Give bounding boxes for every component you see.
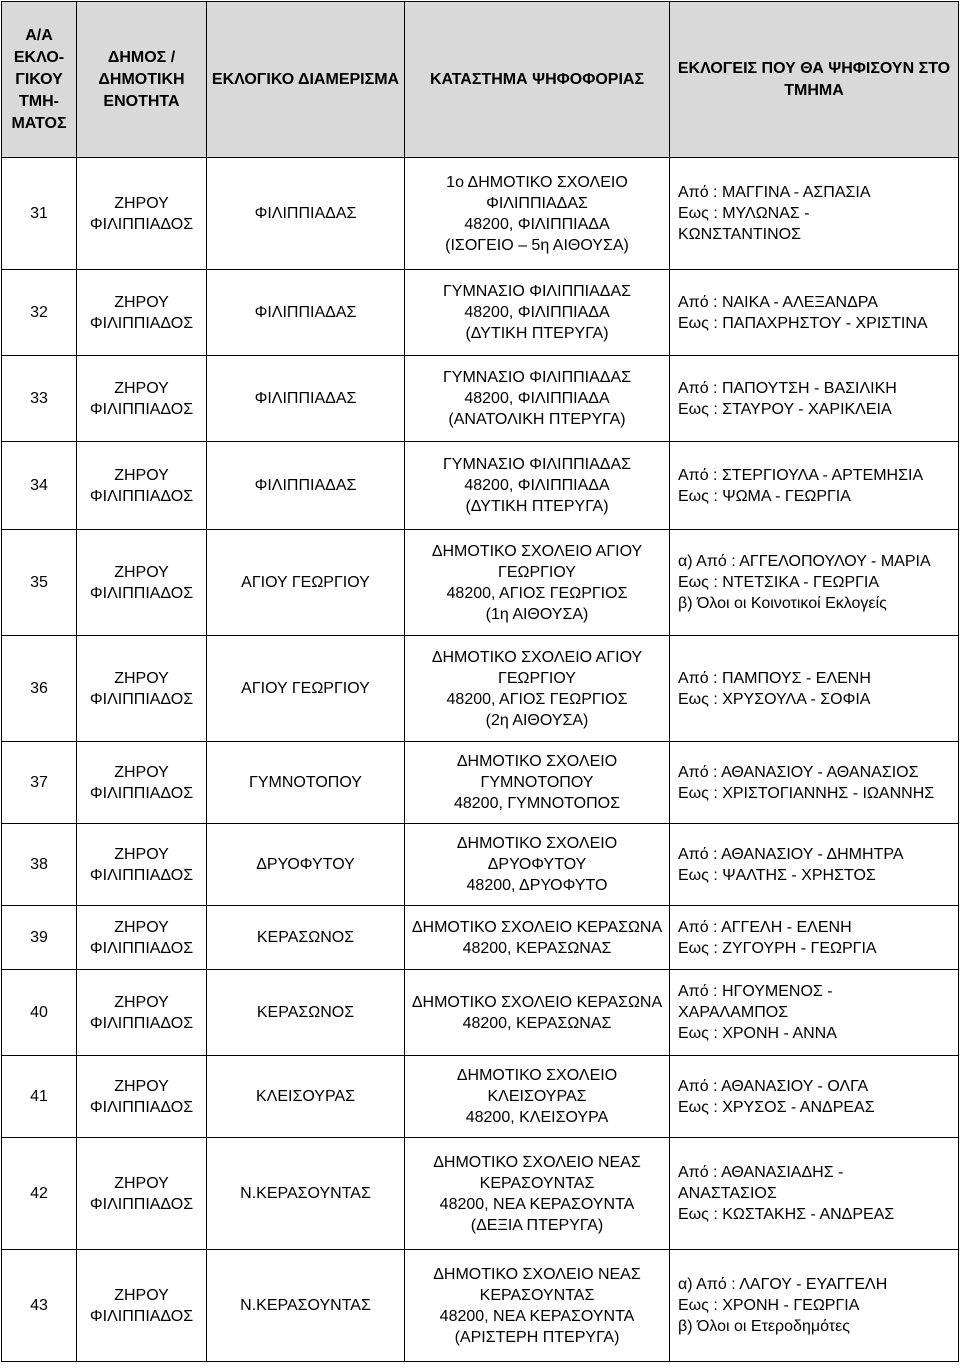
section-number-cell: [2, 1138, 77, 1250]
station-line: 48200, ΚΕΡΑΣΩΝΑΣ: [462, 1014, 612, 1032]
table-row: [2, 530, 959, 636]
section-number-cell: [2, 1056, 77, 1138]
municipality-line: ΖΗΡΟΥ: [114, 466, 169, 484]
municipality-line: ΖΗΡΟΥ: [114, 563, 169, 581]
municipality-line: ΖΗΡΟΥ: [114, 669, 169, 687]
station-line: ΚΕΡΑΣΟΥΝΤΑΣ: [479, 1286, 595, 1304]
voters-line: Από : ΝΑΙΚΑ - ΑΛΕΞΑΝΔΡΑ: [678, 293, 878, 311]
header-electoral-district: ΕΚΛΟΓΙΚΟ ΔΙΑΜΕΡΙΣΜΑ: [207, 2, 405, 158]
voters-cell: [670, 158, 959, 270]
voters-line: Από : ΑΘΑΝΑΣΙΟΥ - ΟΛΓΑ: [678, 1077, 869, 1095]
voters-cell: [670, 1250, 959, 1362]
section-number-cell: [2, 742, 77, 824]
voters-line: Εως : ΣΤΑΥΡΟΥ - ΧΑΡΙΚΛΕΙΑ: [678, 400, 892, 418]
polling-station-cell: [405, 1138, 670, 1250]
station-line: ΔΡΥΟΦΥΤΟΥ: [487, 856, 587, 873]
section-number: 31: [30, 205, 48, 222]
station-line: ΔΗΜΟΤΙΚΟ ΣΧΟΛΕΙΟ: [456, 753, 618, 770]
district-cell: [207, 1138, 405, 1250]
polling-station-cell: [405, 906, 670, 970]
station-line: ΓΕΩΡΓΙΟΥ: [498, 563, 576, 581]
station-line: ΔΗΜΟΤΙΚΟ ΣΧΟΛΕΙΟ ΝΕΑΣ: [433, 1265, 641, 1283]
table-row: [2, 970, 959, 1056]
municipality-cell: [77, 442, 207, 530]
station-line: 48200, ΓΥΜΝΟΤΟΠΟΣ: [453, 795, 620, 812]
station-line: ΦΙΛΙΠΠΙΑΔΑΣ: [486, 194, 588, 212]
section-number-cell: [2, 356, 77, 442]
table-row: [2, 356, 959, 442]
voters-line: ΑΝΑΣΤΑΣΙΟΣ: [678, 1185, 777, 1202]
municipality-cell: [77, 158, 207, 270]
station-line: ΔΗΜΟΤΙΚΟ ΣΧΟΛΕΙΟ: [456, 1067, 618, 1084]
station-line: 1ο ΔΗΜΟΤΙΚΟ ΣΧΟΛΕΙΟ: [446, 173, 628, 191]
voters-line: Εως : ΧΡΥΣΟΣ - ΑΝΔΡΕΑΣ: [678, 1098, 875, 1116]
voters-cell: [670, 530, 959, 636]
municipality-line: ΖΗΡΟΥ: [114, 1286, 169, 1304]
table-row: [2, 824, 959, 906]
voters-line: Από : ΠΑΠΟΥΤΣΗ - ΒΑΣΙΛΙΚΗ: [678, 379, 897, 397]
voters-line: Από : ΜΑΓΓΙΝΑ - ΑΣΠΑΣΙΑ: [678, 184, 871, 201]
voters-line: Εως : ΨΩΜΑ - ΓΕΩΡΓΙΑ: [678, 487, 851, 505]
station-line: (ΔΕΞΙΑ ΠΤΕΡΥΓΑ): [470, 1216, 604, 1234]
district-name: ΦΙΛΙΠΠΙΑΔΑΣ: [254, 205, 357, 222]
polling-station-cell: [405, 970, 670, 1056]
voters-line: Εως : ΝΤΕΤΣΙΚΑ - ΓΕΩΡΓΙΑ: [678, 574, 880, 591]
voters-cell: [670, 636, 959, 742]
district-cell: [207, 824, 405, 906]
voters-cell: [670, 442, 959, 530]
header-voters: ΕΚΛΟΓΕΙΣ ΠΟΥ ΘΑ ΨΗΦΙΣΟΥΝ ΣΤΟ ΤΜΗΜΑ: [670, 2, 959, 158]
voters-cell: [670, 270, 959, 356]
station-line: (ΔΥΤΙΚΗ ΠΤΕΡΥΓΑ): [465, 498, 609, 515]
polling-station-cell: [405, 530, 670, 636]
section-number: 34: [30, 477, 48, 494]
municipality-line: ΖΗΡΟΥ: [114, 194, 169, 212]
section-number-cell: [2, 530, 77, 636]
station-line: (ΙΣΟΓΕΙΟ – 5η ΑΙΘΟΥΣΑ): [445, 236, 629, 254]
table-body: [2, 158, 959, 1362]
municipality-cell: [77, 270, 207, 356]
district-name: ΦΙΛΙΠΠΙΑΔΑΣ: [254, 390, 357, 407]
municipality-cell: [77, 636, 207, 742]
municipality-cell: [77, 1056, 207, 1138]
polling-station-cell: [405, 636, 670, 742]
section-number: 35: [30, 574, 48, 591]
section-number: 43: [30, 1297, 48, 1314]
municipality-line: ΦΙΛΙΠΠΙΑΔΟΣ: [89, 400, 194, 418]
station-line: ΓΥΜΝΟΤΟΠΟΥ: [480, 774, 594, 791]
station-line: ΚΛΕΙΣΟΥΡΑΣ: [487, 1088, 587, 1105]
municipality-line: ΦΙΛΙΠΠΙΑΔΟΣ: [89, 1307, 194, 1325]
table-row: [2, 742, 959, 824]
municipality-line: ΖΗΡΟΥ: [114, 379, 169, 397]
district-cell: [207, 636, 405, 742]
table-row: [2, 906, 959, 970]
municipality-cell: [77, 824, 207, 906]
station-line: ΓΕΩΡΓΙΟΥ: [498, 669, 576, 687]
section-number: 42: [30, 1185, 48, 1202]
municipality-line: ΖΗΡΟΥ: [114, 1174, 169, 1192]
table-row: [2, 1250, 959, 1362]
section-number-cell: [2, 442, 77, 530]
municipality-line: ΖΗΡΟΥ: [114, 918, 169, 936]
municipality-line: ΖΗΡΟΥ: [114, 763, 169, 781]
polling-sections-table: [1, 1, 959, 1362]
station-line: 48200, ΦΙΛΙΠΠΙΑΔΑ: [464, 390, 610, 407]
polling-station-cell: [405, 442, 670, 530]
section-number-cell: [2, 270, 77, 356]
municipality-line: ΖΗΡΟΥ: [114, 293, 169, 311]
station-line: ΔΗΜΟΤΙΚΟ ΣΧΟΛΕΙΟ ΑΓΙΟΥ: [431, 648, 643, 666]
municipality-line: ΦΙΛΙΠΠΙΑΔΟΣ: [89, 314, 194, 332]
station-line: (ΑΡΙΣΤΕΡΗ ΠΤΕΡΥΓΑ): [454, 1328, 620, 1346]
voters-line: ΚΩΝΣΤΑΝΤΙΝΟΣ: [678, 226, 801, 243]
voters-line: Από : ΑΘΑΝΑΣΙΟΥ - ΑΘΑΝΑΣΙΟΣ: [678, 763, 919, 781]
district-name: ΦΙΛΙΠΠΙΑΔΑΣ: [254, 477, 357, 494]
station-line: 48200, ΑΓΙΟΣ ΓΕΩΡΓΙΟΣ: [446, 690, 628, 708]
district-cell: [207, 356, 405, 442]
station-line: 48200, ΚΕΡΑΣΩΝΑΣ: [462, 939, 612, 957]
voters-line: α) Από : ΛΑΓΟΥ - ΕΥΑΓΓΕΛΗ: [678, 1276, 888, 1293]
district-cell: [207, 742, 405, 824]
section-number: 38: [30, 856, 48, 873]
district-name: ΦΙΛΙΠΠΙΑΔΑΣ: [254, 304, 357, 321]
municipality-cell: [77, 356, 207, 442]
municipality-line: ΖΗΡΟΥ: [114, 1077, 169, 1095]
district-name: ΑΓΙΟΥ ΓΕΩΡΓΙΟΥ: [241, 574, 370, 591]
voters-line: Από : ΠΑΜΠΟΥΣ - ΕΛΕΝΗ: [678, 669, 871, 687]
station-line: 48200, ΔΡΥΟΦΥΤΟ: [466, 877, 608, 894]
polling-station-cell: [405, 1250, 670, 1362]
municipality-line: ΖΗΡΟΥ: [114, 845, 169, 863]
section-number: 36: [30, 680, 48, 697]
district-cell: [207, 530, 405, 636]
station-line: (1η ΑΙΘΟΥΣΑ): [485, 605, 589, 623]
section-number: 32: [30, 304, 48, 321]
municipality-cell: [77, 906, 207, 970]
voters-line: Εως : ΧΡΟΝΗ - ΑΝΝΑ: [678, 1025, 837, 1042]
voters-line: Εως : ΠΑΠΑΧΡΗΣΤΟΥ - ΧΡΙΣΤΙΝΑ: [678, 314, 928, 332]
municipality-cell: [77, 1138, 207, 1250]
voters-line: Από : ΣΤΕΡΓΙΟΥΛΑ - ΑΡΤΕΜΗΣΙΑ: [678, 466, 924, 484]
header-polling-station: ΚΑΤΑΣΤΗΜΑ ΨΗΦΟΦΟΡΙΑΣ: [405, 2, 670, 158]
voters-line: Εως : ΧΡΙΣΤΟΓΙΑΝΝΗΣ - ΙΩΑΝΝΗΣ: [678, 784, 935, 802]
municipality-cell: [77, 530, 207, 636]
station-line: ΚΕΡΑΣΟΥΝΤΑΣ: [479, 1174, 595, 1192]
voters-line: Από : ΑΘΑΝΑΣΙΟΥ - ΔΗΜΗΤΡΑ: [678, 845, 904, 863]
district-name: ΚΕΡΑΣΩΝΟΣ: [256, 929, 355, 946]
voters-line: Εως : ΜΥΛΩΝΑΣ -: [678, 205, 810, 222]
municipality-cell: [77, 970, 207, 1056]
station-line: ΓΥΜΝΑΣΙΟ ΦΙΛΙΠΠΙΑΔΑΣ: [442, 456, 632, 473]
voters-cell: [670, 1138, 959, 1250]
table-row: [2, 1056, 959, 1138]
voters-line: Εως : ΧΡΟΝΗ - ΓΕΩΡΓΙΑ: [678, 1297, 860, 1314]
table-row: [2, 636, 959, 742]
district-cell: [207, 158, 405, 270]
section-number-cell: [2, 158, 77, 270]
municipality-line: ΦΙΛΙΠΠΙΑΔΟΣ: [89, 690, 194, 708]
voters-cell: [670, 970, 959, 1056]
polling-station-cell: [405, 824, 670, 906]
voters-line: β) Όλοι οι Κοινοτικοί Εκλογείς: [678, 595, 887, 612]
section-number-cell: [2, 636, 77, 742]
district-name: ΚΛΕΙΣΟΥΡΑΣ: [255, 1088, 355, 1105]
voters-cell: [670, 356, 959, 442]
voters-line: Από : ΑΓΓΕΛΗ - ΕΛΕΝΗ: [678, 918, 852, 936]
section-number: 41: [30, 1088, 48, 1105]
section-number-cell: [2, 1250, 77, 1362]
station-line: ΔΗΜΟΤΙΚΟ ΣΧΟΛΕΙΟ ΚΕΡΑΣΩΝΑ: [411, 993, 663, 1011]
voters-line: Εως : ΨΑΛΤΗΣ - ΧΡΗΣΤΟΣ: [678, 866, 876, 884]
municipality-line: ΦΙΛΙΠΠΙΑΔΟΣ: [89, 215, 194, 233]
header-section-number: Α/Α ΕΚΛΟ-ΓΙΚΟΥ ΤΜΗ-ΜΑΤΟΣ: [2, 2, 77, 158]
municipality-line: ΦΙΛΙΠΠΙΑΔΟΣ: [89, 1195, 194, 1213]
station-line: 48200, ΝΕΑ ΚΕΡΑΣΟΥΝΤΑ: [439, 1195, 635, 1213]
municipality-line: ΖΗΡΟΥ: [114, 993, 169, 1011]
voters-cell: [670, 824, 959, 906]
station-line: 48200, ΦΙΛΙΠΠΙΑΔΑ: [464, 304, 610, 321]
voters-line: Από : ΑΘΑΝΑΣΙΑΔΗΣ -: [678, 1164, 844, 1181]
station-line: (ΔΥΤΙΚΗ ΠΤΕΡΥΓΑ): [465, 325, 609, 342]
polling-station-cell: [405, 356, 670, 442]
station-line: ΔΗΜΟΤΙΚΟ ΣΧΟΛΕΙΟ ΝΕΑΣ: [433, 1153, 641, 1171]
district-name: ΔΡΥΟΦΥΤΟΥ: [256, 856, 355, 873]
municipality-line: ΦΙΛΙΠΠΙΑΔΟΣ: [89, 866, 194, 884]
table-row: [2, 442, 959, 530]
station-line: ΔΗΜΟΤΙΚΟ ΣΧΟΛΕΙΟ ΑΓΙΟΥ: [431, 542, 643, 560]
municipality-cell: [77, 742, 207, 824]
polling-station-cell: [405, 1056, 670, 1138]
voters-line: Εως : ΧΡΥΣΟΥΛΑ - ΣΟΦΙΑ: [678, 690, 871, 708]
district-cell: [207, 270, 405, 356]
district-name: ΚΕΡΑΣΩΝΟΣ: [256, 1004, 355, 1021]
voters-line: ΧΑΡΑΛΑΜΠΟΣ: [678, 1004, 789, 1021]
voters-cell: [670, 906, 959, 970]
municipality-line: ΦΙΛΙΠΠΙΑΔΟΣ: [89, 487, 194, 505]
section-number: 40: [30, 1004, 48, 1021]
station-line: (2η ΑΙΘΟΥΣΑ): [485, 711, 589, 729]
voters-line: Εως : ΚΩΣΤΑΚΗΣ - ΑΝΔΡΕΑΣ: [678, 1206, 895, 1223]
table-row: [2, 1138, 959, 1250]
municipality-line: ΦΙΛΙΠΠΙΑΔΟΣ: [89, 1098, 194, 1116]
municipality-line: ΦΙΛΙΠΠΙΑΔΟΣ: [89, 1014, 194, 1032]
district-cell: [207, 1056, 405, 1138]
district-cell: [207, 1250, 405, 1362]
station-line: 48200, ΚΛΕΙΣΟΥΡΑ: [465, 1109, 609, 1126]
voters-cell: [670, 742, 959, 824]
station-line: ΓΥΜΝΑΣΙΟ ΦΙΛΙΠΠΙΑΔΑΣ: [442, 369, 632, 386]
section-number-cell: [2, 970, 77, 1056]
district-name: Ν.ΚΕΡΑΣΟΥΝΤΑΣ: [240, 1297, 371, 1314]
station-line: ΔΗΜΟΤΙΚΟ ΣΧΟΛΕΙΟ: [456, 835, 618, 852]
station-line: 48200, ΦΙΛΙΠΠΙΑΔΑ: [464, 477, 610, 494]
section-number: 37: [30, 774, 48, 791]
district-name: Ν.ΚΕΡΑΣΟΥΝΤΑΣ: [240, 1185, 371, 1202]
municipality-line: ΦΙΛΙΠΠΙΑΔΟΣ: [89, 584, 194, 602]
voters-line: Από : ΗΓΟΥΜΕΝΟΣ -: [678, 983, 833, 1000]
station-line: ΔΗΜΟΤΙΚΟ ΣΧΟΛΕΙΟ ΚΕΡΑΣΩΝΑ: [411, 918, 663, 936]
district-cell: [207, 970, 405, 1056]
table-row: [2, 270, 959, 356]
polling-station-cell: [405, 742, 670, 824]
district-cell: [207, 442, 405, 530]
section-number-cell: [2, 906, 77, 970]
section-number-cell: [2, 824, 77, 906]
voters-line: Εως : ΖΥΓΟΥΡΗ - ΓΕΩΡΓΙΑ: [678, 939, 877, 957]
section-number: 39: [30, 929, 48, 946]
municipality-line: ΦΙΛΙΠΠΙΑΔΟΣ: [89, 939, 194, 957]
district-name: ΓΥΜΝΟΤΟΠΟΥ: [249, 774, 362, 791]
station-line: 48200, ΦΙΛΙΠΠΙΑΔΑ: [464, 215, 610, 233]
voters-cell: [670, 1056, 959, 1138]
polling-station-cell: [405, 270, 670, 356]
municipality-cell: [77, 1250, 207, 1362]
table-row: [2, 158, 959, 270]
station-line: (ΑΝΑΤΟΛΙΚΗ ΠΤΕΡΥΓΑ): [448, 411, 626, 428]
district-cell: [207, 906, 405, 970]
station-line: 48200, ΝΕΑ ΚΕΡΑΣΟΥΝΤΑ: [439, 1307, 635, 1325]
station-line: 48200, ΑΓΙΟΣ ΓΕΩΡΓΙΟΣ: [446, 584, 628, 602]
polling-station-cell: [405, 158, 670, 270]
voters-line: α) Από : ΑΓΓΕΛΟΠΟΥΛΟΥ - ΜΑΡΙΑ: [678, 553, 931, 570]
header-row: [2, 2, 959, 158]
station-line: ΓΥΜΝΑΣΙΟ ΦΙΛΙΠΠΙΑΔΑΣ: [442, 283, 632, 300]
voters-line: β) Όλοι οι Ετεροδημότες: [678, 1318, 850, 1335]
municipality-line: ΦΙΛΙΠΠΙΑΔΟΣ: [89, 784, 194, 802]
header-municipality: ΔΗΜΟΣ / ΔΗΜΟΤΙΚΗ ΕΝΟΤΗΤΑ: [77, 2, 207, 158]
district-name: ΑΓΙΟΥ ΓΕΩΡΓΙΟΥ: [241, 680, 370, 697]
section-number: 33: [30, 390, 48, 407]
